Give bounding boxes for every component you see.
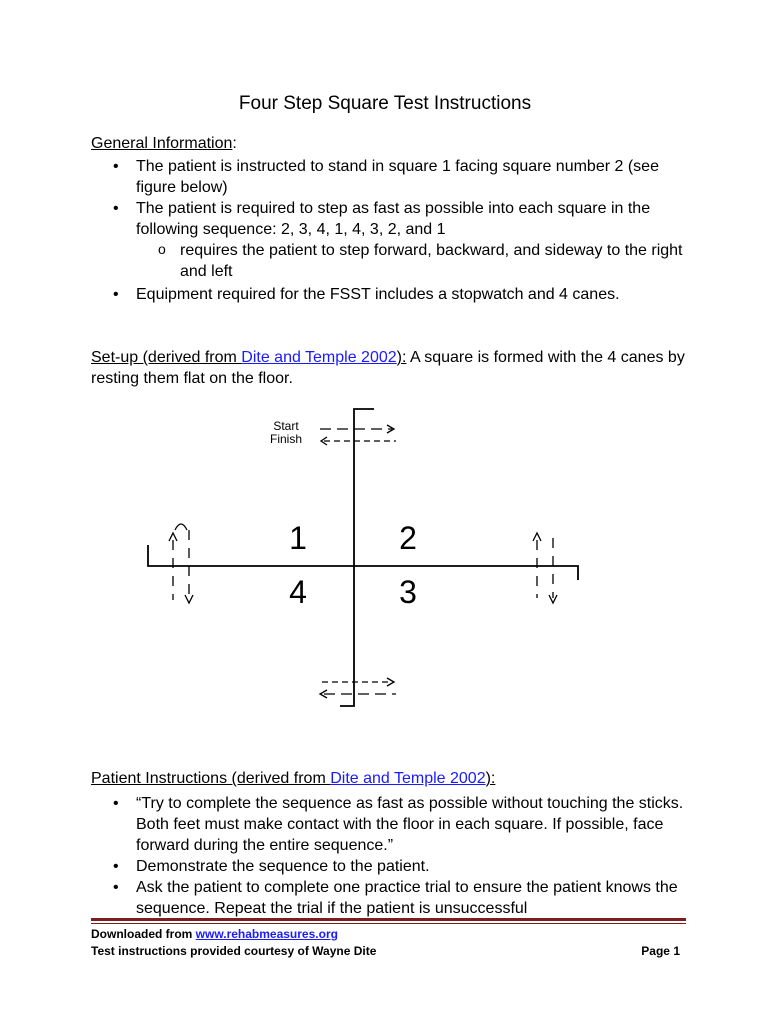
page-number: Page 1 bbox=[641, 944, 680, 958]
general-information-colon: : bbox=[232, 135, 237, 152]
square-1-label: 1 bbox=[289, 520, 307, 556]
horizontal-cane bbox=[148, 545, 578, 580]
bottom-right-arrowhead bbox=[387, 678, 394, 686]
patient-instructions-heading bbox=[91, 770, 495, 788]
bullet-text: The patient is required to step as fast as possible into each square in the following sequence: 2, 3, 4, 1, 4, 3, 2, and 1 bbox=[136, 200, 651, 238]
left-down-arrowhead bbox=[185, 595, 193, 603]
square-2-label: 2 bbox=[399, 520, 417, 556]
footer-downloaded-prefix: Downloaded from bbox=[91, 927, 196, 941]
patient-heading-prefix: Patient Instructions (derived from bbox=[91, 770, 331, 787]
bullet-text: Equipment required for the FSST includes a stopwatch and 4 canes. bbox=[136, 286, 620, 303]
bullet-text: The patient is instructed to stand in square 1 facing square number 2 (see figure below) bbox=[136, 158, 659, 196]
setup-heading-prefix: Set-up (derived from bbox=[91, 349, 242, 366]
square-3-label: 3 bbox=[399, 574, 417, 610]
finish-label: Finish bbox=[269, 432, 303, 446]
bullet-text: Demonstrate the sequence to the patient. bbox=[136, 858, 430, 875]
patient-citation-link[interactable]: Dite and Temple 2002 bbox=[330, 770, 486, 787]
document-title: Four Step Square Test Instructions bbox=[238, 93, 532, 114]
setup-text: A square is formed with the 4 canes by resting them flat on the floor. bbox=[91, 349, 685, 387]
patient-instructions-list bbox=[91, 793, 691, 919]
start-label: Start bbox=[273, 419, 299, 433]
patient-heading-suffix: ): bbox=[485, 770, 496, 787]
general-information-label: General Information bbox=[91, 135, 233, 152]
footer-downloaded bbox=[91, 927, 338, 941]
footer-divider-thin bbox=[91, 923, 686, 924]
bullet-text: “Try to complete the sequence as fast as possible without touching the sticks. Both feet must make contact with the floor in each square. If possible, face forward during the entire sequence.” bbox=[136, 795, 684, 854]
footer-website-link[interactable]: www.rehabmeasures.org bbox=[195, 927, 338, 941]
list-item bbox=[91, 793, 691, 856]
left-up-arrowhead bbox=[169, 533, 177, 541]
list-item bbox=[91, 877, 691, 919]
footer-divider bbox=[91, 918, 686, 921]
setup-citation-link[interactable]: Dite and Temple 2002 bbox=[241, 349, 397, 366]
footer-courtesy: Test instructions provided courtesy of Wayne Dite bbox=[91, 944, 377, 958]
bullet-text: Ask the patient to complete one practice trial to ensure the patient knows the sequence. Repeat the trial if the patient is unsuccessful bbox=[136, 879, 678, 917]
left-loop-curve bbox=[175, 524, 187, 530]
square-4-label: 4 bbox=[289, 574, 307, 610]
patient-instructions-label bbox=[91, 770, 495, 787]
list-item bbox=[91, 856, 691, 877]
vertical-cane bbox=[340, 409, 374, 706]
right-up-arrowhead bbox=[533, 533, 541, 541]
sub-bullet-text: requires the patient to step forward, backward, and sideway to the right and left bbox=[180, 242, 683, 280]
setup-heading-suffix: ): bbox=[396, 349, 407, 366]
